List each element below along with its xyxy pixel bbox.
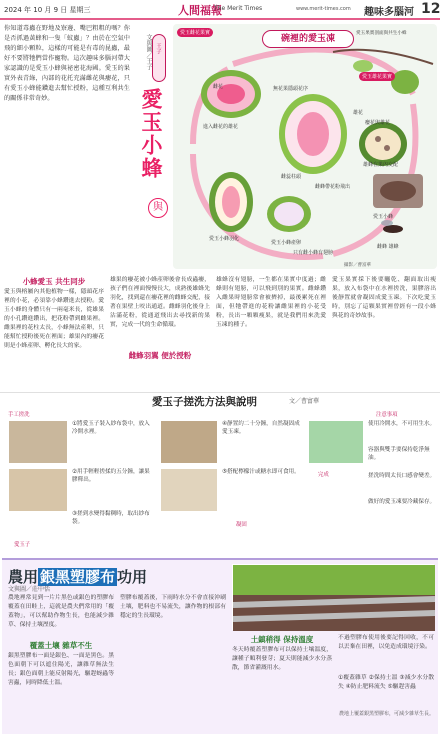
label-female-fig: 愛玉雌花果實 — [177, 28, 213, 37]
fig-wasp-diagram — [173, 24, 437, 269]
steps-divider — [0, 392, 440, 393]
note-4: 做好的愛玉凍要冷藏保存。 — [368, 499, 436, 505]
article2-col-2b: 冬天時覆蓋塑膠布可以保持土壤溫度，讓種子順利發芽；夏天則能減少水分蒸散，節省灌溉用水。 — [232, 647, 332, 671]
step-photo-1 — [8, 420, 68, 464]
article2-title-post: 功用 — [117, 568, 148, 586]
step-photo-5 — [308, 420, 364, 464]
label-emerge: 愛玉小蜂羽化 — [209, 236, 240, 242]
body-col-1: 愛玉與榕屬內其他植物一樣，隱頭花序裡的小花，必須靠小蜂鑽進去授粉。愛玉小蜂的身體只有一兩毫米長，從雄果的小孔鑽進鑽出，把花粉帶到雌果裡。雌果裡的花柱太長，小蜂無法產卵，只能幫忙授粉後死在裡面；雄果內的癭花則是小蜂產卵、孵化長大的家。 — [4, 289, 104, 349]
body-col-2: 雄果的癭花被小蜂產卵後會長成蟲癭，孩子們在裡面慢慢長大，成熟後雄蜂先羽化，找到還在癭花裡的雌蜂交配，接著在果壁上咬出通道。雌蜂羽化後身上沾滿花粉，從通道飛出去尋找新的果實，完成一代的生命循環。 — [110, 277, 210, 328]
issue-date: 2024 年 10 月 9 日 星期三 — [4, 6, 91, 14]
article-intro: 你知道毒蟲在野地及寮邊、嘴巴粗粗的嗎？你是否抓過黃蜂和一隻「蚊蟲」？由於在空氣中飛的細小顆粒，這樣的可能是有毒的昆蟲，最好不要將牠們當作寵物。這次趣味多腦河帶大家認識的是愛玉小蜂與祕密花海國。愛玉的果實外表青綠，內部的花托充滿雌花與癭花，只有愛玉小蜂能鑽進去幫忙授粉，這種互利共生的關係非常奇妙。 — [4, 25, 130, 102]
article2-subhead-1: 覆蓋土壤 雜草不生 — [29, 641, 93, 650]
note-2: 容器與雙手要保持乾淨無油。 — [368, 447, 430, 461]
label-male-flower: 雄花 — [353, 110, 364, 116]
article2-title-highlight: 銀黑塑膠布 — [40, 568, 116, 586]
step-4: ④靜置約二十分鐘，自然凝固成愛玉凍。 — [222, 421, 300, 435]
steps-title: 愛玉子搓洗方法與說明 — [152, 396, 257, 408]
label-stigma: 雌蕊柱頭 — [281, 174, 302, 180]
label-entering: 進入雌花的雄花 — [203, 124, 239, 130]
label-gall-flower: 癭花與雄花 — [365, 120, 391, 126]
website-url: www.merit-times.com — [296, 6, 351, 12]
col3-subhead: 雌蜂羽翼 便於授粉 — [128, 351, 192, 360]
steps-head-left: 手工搓洗 — [8, 412, 30, 418]
article2-col-1b: 銀黑塑膠布一面是銀色、一面是黑色。黑色面朝下可以遮住陽光，讓雜草無法生長；銀色面朝上能反射陽光，驅趕蚜蟲等害蟲，同時降低土溫。 — [8, 653, 114, 686]
col1-subhead: 小蜂愛玉 共生同步 — [22, 277, 86, 286]
headline-connector: 與 — [148, 198, 168, 218]
photo-caption: 愛玉子 — [14, 542, 31, 548]
step-label-set: 凝固 — [236, 522, 247, 528]
article2-col-3: 不過塑膠布使用後要記得回收，不可以丟棄在田裡，以免造成環境汙染。 — [338, 635, 434, 650]
article2-col-2: 塑膠布覆蓋後，下雨時水分不會直接沖刷土壤，肥料也不易流失，讓作物的根部有穩定的生長環境。 — [120, 595, 226, 619]
author-badge — [152, 34, 166, 82]
step-2: ②用手輕輕搓揉約五分鐘，讓果膠釋出。 — [72, 469, 150, 483]
steps-byline: 文／曹富華 — [289, 398, 320, 405]
article2-byline: 文與圖／莊中恬 — [8, 586, 51, 593]
body-col-4: 愛玉果實採下後要曬乾、翻面取出瘦果，放入布袋中在水裡搓洗，果膠溶出後靜置就會凝固成愛玉凍。下次吃愛玉時，別忘了這顆果實裡曾經有一段小蜂與花的奇妙故事。 — [332, 277, 436, 319]
article2-photo — [232, 564, 434, 630]
page-number: 12 — [421, 1, 440, 17]
label-wasp: 愛玉小蜂 — [373, 214, 394, 220]
label-wasp-sexes: 雌蜂 雄蜂 — [377, 244, 399, 250]
article-byline: 文與圖／王子 — [145, 34, 152, 70]
diagram-subtitle: 愛玉果實剖面與共生小蜂 — [356, 31, 407, 36]
label-inflorescence: 無花果隱頭花序 — [273, 86, 309, 92]
step-5: ⑤搭配檸檬汁或糖水即可食用。 — [222, 469, 300, 475]
diagram-illustration — [173, 24, 437, 269]
label-lay-eggs: 愛玉小蜂產卵 — [271, 240, 302, 246]
body-col-3: 雄蜂沒有翅膀，一生都在果實中度過；雌蜂則有翅膀，可以飛到別的果實。雌蜂鑽入雌果時翅膀常會被擠掉，最後累死在裡面，但牠帶進的花粉讓雌果裡的小花受粉，長出一顆顆瘦果，就是我們用來洗愛玉凍的種子。 — [216, 277, 326, 328]
label-male-fig: 愛玉雄花果實 — [359, 72, 395, 81]
masthead-logo: 人間福報 — [178, 4, 222, 17]
label-female-flower: 雌花 — [213, 84, 224, 90]
step-3: ③搓到水變得黏稠時，取出紗布袋。 — [72, 511, 150, 525]
note-1: 使用冷開水，不可用生水。 — [368, 421, 436, 427]
label-wings: 只有雌小蜂有翅膀 — [293, 250, 334, 256]
article2-title-pre: 農用 — [8, 568, 39, 586]
diagram-title: 碗裡的愛玉凍 — [262, 30, 354, 48]
step-1: ①將愛玉子裝入紗布袋中，放入冷開水裡。 — [72, 421, 150, 435]
article2-col-1: 農地裡常見到一片片黑色或銀色的塑膠布覆蓋在田畦上，這就是農夫們常用的「覆蓋物」，可以幫助作物生長，也能減少雜草、保持土壤溼度。 — [8, 595, 114, 628]
step-photo-2 — [8, 468, 68, 512]
section-name: 趣味多腦河 — [364, 7, 414, 18]
article2-subhead-2: 土鎮稍得 保持溫度 — [250, 635, 314, 644]
field-illustration — [233, 565, 435, 631]
label-fly-out: 雌蜂帶花粉飛出 — [315, 184, 351, 190]
step-photo-3 — [160, 420, 218, 464]
step-label-done: 完成 — [318, 472, 329, 478]
note-3: 搓洗時間太長口感會變差。 — [368, 473, 436, 479]
headline-part-1: 愛玉小蜂 — [139, 88, 164, 180]
masthead-english: The Merit Times — [214, 5, 263, 12]
diagram-credit: 攝影／曹富華 — [344, 263, 371, 268]
author-badge-label: 王子 — [155, 43, 161, 54]
label-mate: 雄蜂在果內交配 — [363, 162, 399, 168]
page-header — [0, 0, 440, 20]
article2-numbered-list: ①覆蓋雜草 ②保持土溫 ③減少水分散失 ④防止肥料流失 ⑤驅趕害蟲 — [338, 675, 434, 690]
article2-caption: 農地上覆蓋銀黑塑膠布，可減少雜草生長。 — [338, 711, 434, 717]
step-photo-4 — [160, 468, 218, 512]
steps-head-right: 注意事項 — [376, 412, 398, 418]
